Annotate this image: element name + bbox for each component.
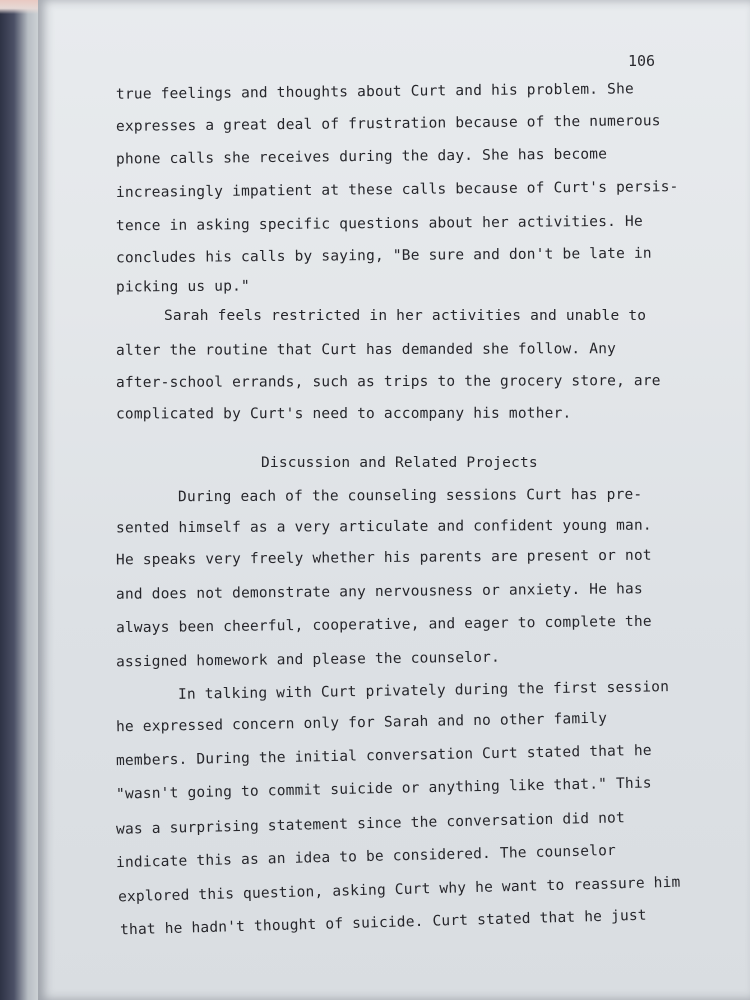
text-line: sented himself as a very articulate and confident young man. bbox=[115, 517, 652, 537]
text-line: after-school errands, such as trips to the grocery store, are bbox=[115, 373, 661, 391]
text-line: explored this question, asking Curt why he want to reassure him bbox=[117, 874, 681, 906]
text-line: During each of the counseling sessions Curt has pre- bbox=[177, 486, 643, 506]
section-heading: Discussion and Related Projects bbox=[261, 455, 538, 471]
text-line: that he hadn't thought of suicide. Curt stated that he just bbox=[119, 907, 647, 939]
text-line: He speaks very freely whether his parents are present or not bbox=[115, 547, 652, 569]
text-line: expresses a great deal of frustration because of the numerous bbox=[115, 113, 661, 135]
text-line: indicate this as an idea to be considered. The counselor bbox=[115, 842, 617, 872]
text-line: members. During the initial conversation Curt stated that he bbox=[115, 742, 652, 770]
binding-edge bbox=[0, 0, 40, 1000]
document-page bbox=[38, 0, 750, 1000]
text-line: Sarah feels restricted in her activities and unable to bbox=[164, 308, 647, 324]
text-line: increasingly impatient at these calls because of Curt's persis- bbox=[115, 179, 679, 201]
text-line: was a surprising statement since the conversation did not bbox=[115, 810, 626, 838]
text-line: "wasn't going to commit suicide or anything like that." This bbox=[115, 775, 652, 803]
text-line: complicated by Curt's need to accompany his mother. bbox=[115, 405, 572, 423]
text-line: picking us up." bbox=[115, 278, 251, 296]
text-line: phone calls she receives during the day. She has become bbox=[115, 146, 608, 168]
text-line: In talking with Curt privately during the first session bbox=[177, 679, 670, 703]
page-number: 106 bbox=[628, 52, 656, 70]
text-line: tence in asking specific questions about her activities. He bbox=[115, 213, 643, 235]
text-line: assigned homework and please the counselor. bbox=[115, 649, 501, 671]
text-line: true feelings and thoughts about Curt and his problem. She bbox=[115, 81, 635, 103]
text-line: and does not demonstrate any nervousness or anxiety. He has bbox=[115, 581, 643, 603]
text-line: alter the routine that Curt has demanded she follow. Any bbox=[115, 341, 617, 359]
text-line: always been cheerful, cooperative, and eager to complete the bbox=[115, 613, 652, 637]
text-line: he expressed concern only for Sarah and no other family bbox=[115, 710, 608, 736]
text-line: concludes his calls by saying, "Be sure and don't be late in bbox=[115, 245, 652, 267]
